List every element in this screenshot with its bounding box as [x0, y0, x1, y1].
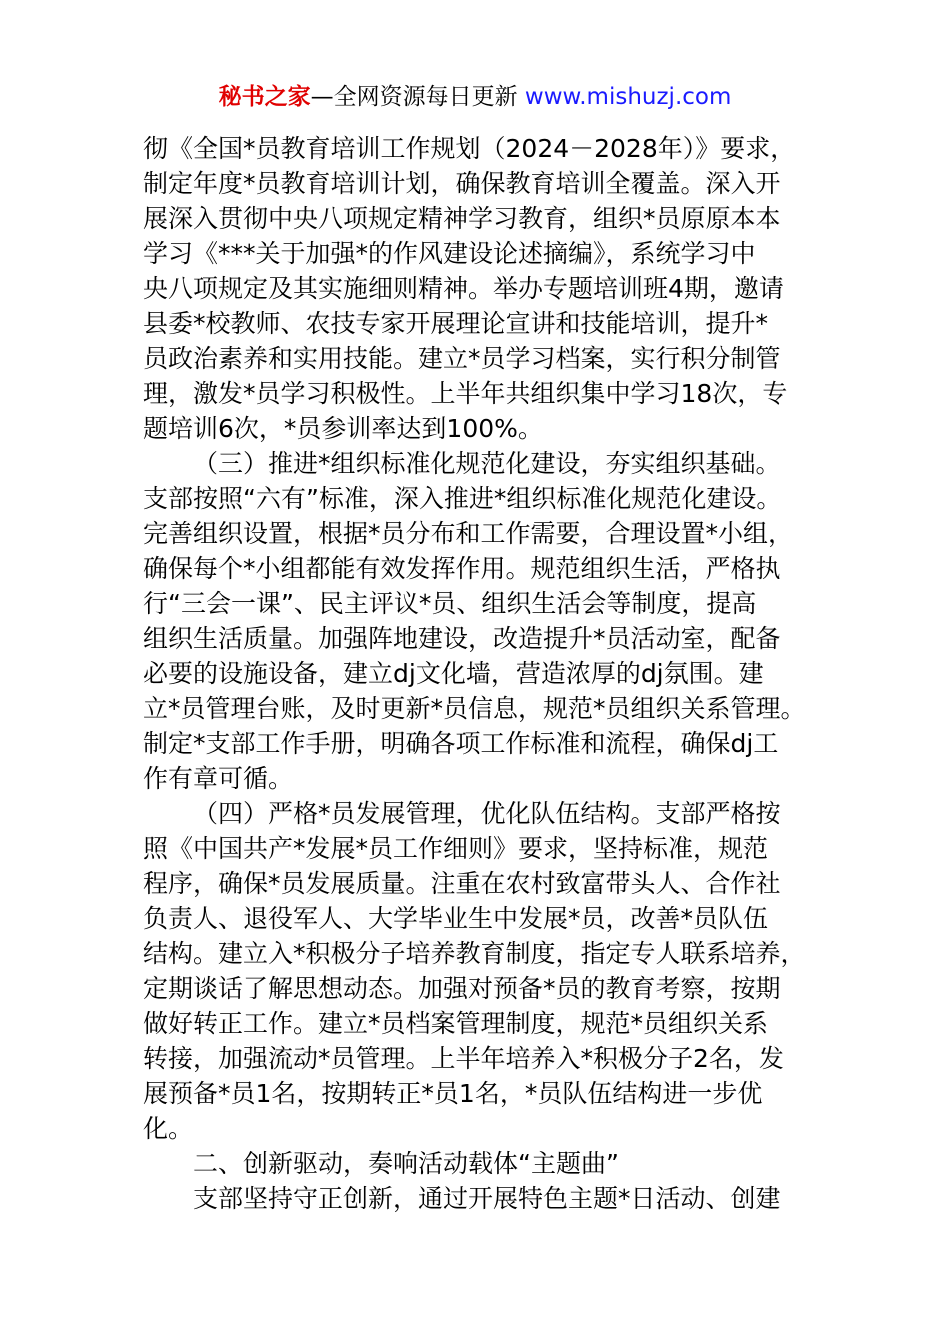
- text-line: 作有章可循。: [143, 764, 294, 793]
- text-line: 程序，确保*员发展质量。注重在农村致富带头人、合作社: [143, 869, 781, 898]
- text-line: 完善组织设置，根据*员分布和工作需要，合理设置*小组，: [143, 519, 794, 548]
- text-line: 组织生活质量。加强阵地建设，改造提升*员活动室，配备: [143, 624, 781, 653]
- text-line: 员政治素养和实用技能。建立*员学习档案，实行积分制管: [143, 344, 781, 373]
- site-brand: 秘书之家: [218, 84, 311, 110]
- text-line: 立*员管理台账，及时更新*员信息，规范*员组织关系管理。: [143, 694, 806, 723]
- site-tagline: —全网资源每日更新: [310, 84, 525, 110]
- text-line: 县委*校教师、农技专家开展理论宣讲和技能培训，提升*: [143, 309, 769, 338]
- text-line: 定期谈话了解思想动态。加强对预备*员的教育考察，按期: [143, 974, 781, 1003]
- text-line: 照《中国共产*发展*员工作细则》要求，坚持标准，规范: [143, 834, 769, 863]
- text-line: 制定年度*员教育培训计划，确保教育培训全覆盖。深入开: [143, 169, 781, 198]
- chapter-heading-2: 二、创新驱动，奏响活动载体“主题曲”: [193, 1149, 619, 1178]
- text-line: 理，激发*员学习积极性。上半年共组织集中学习18次，专: [143, 379, 788, 408]
- text-line: 支部坚持守正创新，通过开展特色主题*日活动、创建: [193, 1184, 781, 1213]
- text-line: 彻《全国*员教育培训工作规划（2024－2028年）》要求，: [143, 134, 796, 163]
- text-line: 必要的设施设备，建立dj文化墙，营造浓厚的dj氛围。建: [143, 659, 764, 688]
- text-line: 制定*支部工作手册，明确各项工作标准和流程，确保dj工: [143, 729, 779, 758]
- section-heading-3: （三）推进*组织标准化规范化建设，夯实组织基础。: [193, 449, 781, 478]
- section-heading-4: （四）严格*员发展管理，优化队伍结构。支部严格按: [193, 799, 781, 828]
- site-header: [0, 80, 950, 114]
- text-line: 题培训6次，*员参训率达到100%。: [143, 414, 543, 443]
- site-url[interactable]: www.mishuzj.com: [524, 84, 732, 110]
- text-line: 展预备*员1名，按期转正*员1名，*员队伍结构进一步优: [143, 1079, 763, 1108]
- text-line: 学习《***关于加强*的作风建设论述摘编》，系统学习中: [143, 239, 756, 268]
- text-line: 央八项规定及其实施细则精神。举办专题培训班4期，邀请: [143, 274, 784, 303]
- text-line: 结构。建立入*积极分子培养教育制度，指定专人联系培养，: [143, 939, 806, 968]
- text-line: 支部按照“六有”标准，深入推进*组织标准化规范化建设。: [143, 484, 782, 513]
- text-line: 化。: [143, 1114, 194, 1143]
- text-line: 展深入贯彻中央八项规定精神学习教育，组织*员原原本本: [143, 204, 781, 233]
- text-line: 转接，加强流动*员管理。上半年培养入*积极分子2名，发: [143, 1044, 784, 1073]
- text-line: 行“三会一课”、民主评议*员、组织生活会等制度，提高: [143, 589, 757, 618]
- text-line: 确保每个*小组都能有效发挥作用。规范组织生活，严格执: [143, 554, 781, 583]
- text-line: 做好转正工作。建立*员档案管理制度，规范*员组织关系: [143, 1009, 769, 1038]
- text-line: 负责人、退役军人、大学毕业生中发展*员，改善*员队伍: [143, 904, 769, 933]
- document-body: [143, 131, 823, 1216]
